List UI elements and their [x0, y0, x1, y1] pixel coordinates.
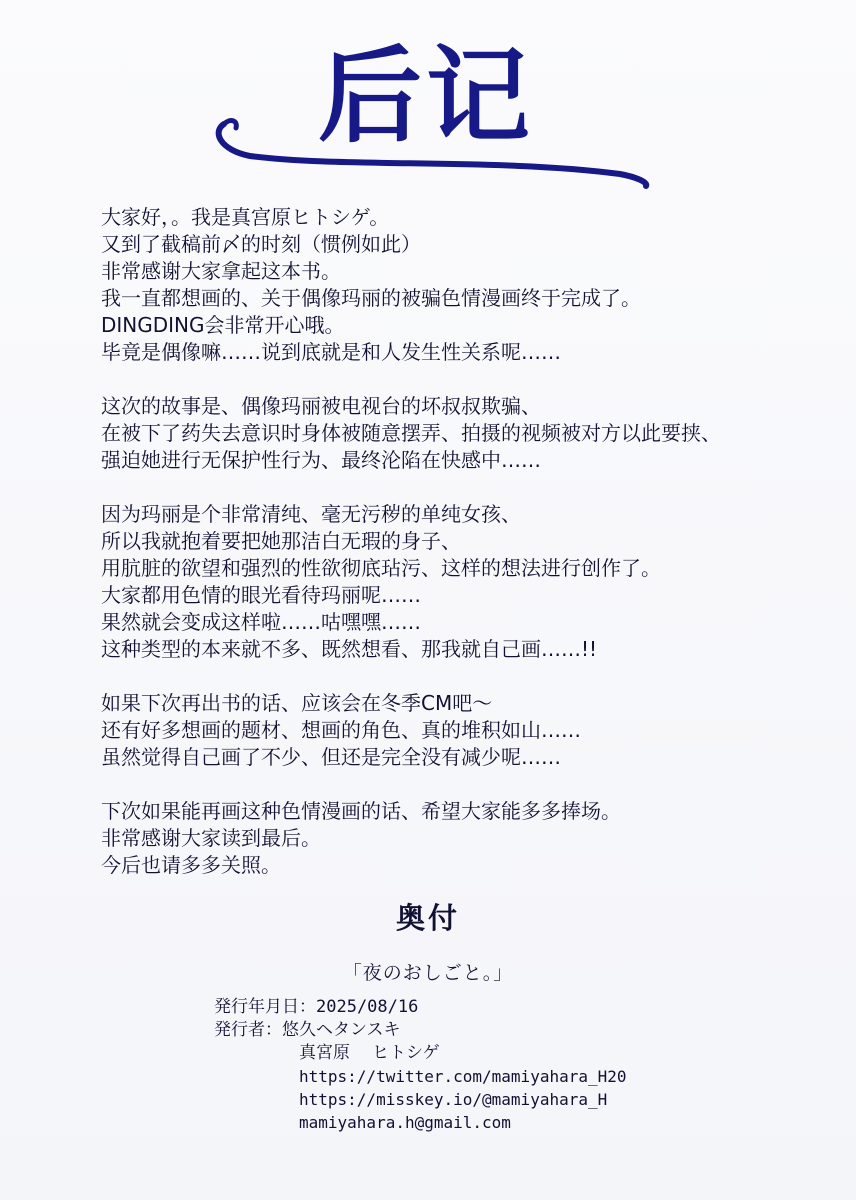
text-line: 又到了截稿前〆的时刻（惯例如此） — [101, 232, 421, 256]
text-line: 果然就会变成这样啦……咕嘿嘿…… — [101, 610, 421, 634]
paragraph-closing — [101, 798, 801, 879]
colophon-info — [214, 996, 627, 1134]
publisher-row — [214, 1019, 627, 1042]
email-link[interactable]: mamiyahara.h@gmail.com — [299, 1113, 511, 1132]
misskey-link[interactable]: https://misskey.io/@mamiyahara_H — [299, 1090, 608, 1109]
publish-date-label: 発行年月日： — [214, 997, 316, 1017]
text-line: DINGDING会非常开心哦。 — [101, 313, 345, 337]
author-given-name: ヒトシゲ — [372, 1043, 440, 1063]
page-title: 后记 — [318, 35, 535, 157]
text-line: 下次如果能再画这种色情漫画的话、希望大家能多多捧场。 — [101, 799, 621, 823]
text-line: 这种类型的本来就不多、既然想看、那我就自己画……!! — [101, 637, 598, 661]
text-line: 用肮脏的欲望和强烈的性欲彻底玷污、这样的想法进行创作了。 — [101, 556, 661, 580]
author-surname: 真宮原 — [299, 1043, 350, 1063]
text-line: 非常感谢大家拿起这本书。 — [101, 259, 341, 283]
text-line: 非常感谢大家读到最后。 — [101, 826, 321, 850]
circle-name: 悠久ヘタンスキ — [282, 1020, 401, 1040]
text-line: 大家好，。我是真宫原ヒトシゲ。 — [101, 205, 390, 229]
paragraph-motivation — [101, 501, 801, 663]
text-line: 这次的故事是、偶像玛丽被电视台的坏叔叔欺骗、 — [101, 394, 541, 418]
text-line: 今后也请多多关照。 — [101, 853, 281, 877]
book-title: 「夜のおしごと。」 — [342, 962, 514, 984]
publisher-label: 発行者： — [214, 1020, 282, 1040]
paragraph-greeting — [101, 204, 801, 366]
text-line: 因为玛丽是个非常清纯、毫无污秽的单纯女孩、 — [101, 502, 521, 526]
text-line: 我一直都想画的、关于偶像玛丽的被骗色情漫画终于完成了。 — [101, 286, 641, 310]
text-line: 如果下次再出书的话、应该会在冬季CM吧～ — [101, 691, 493, 715]
colophon-heading: 奥付 — [395, 901, 460, 935]
text-line: 所以我就抱着要把她那洁白无瑕的身子、 — [101, 529, 461, 553]
twitter-link[interactable]: https://twitter.com/mamiyahara_H20 — [299, 1067, 627, 1086]
text-line: 虽然觉得自己画了不少、但还是完全没有减少呢…… — [101, 745, 561, 769]
publish-date-row — [214, 996, 627, 1019]
text-line: 还有好多想画的题材、想画的角色、真的堆积如山…… — [101, 718, 581, 742]
author-row — [214, 1042, 627, 1065]
paragraph-story — [101, 393, 801, 474]
afterword-body — [101, 204, 801, 879]
text-line: 在被下了药失去意识时身体被随意摆弄、拍摄的视频被对方以此要挟、 — [101, 421, 721, 445]
text-line: 毕竟是偶像嘛……说到底就是和人发生性关系呢…… — [101, 340, 561, 364]
title-block — [200, 35, 660, 190]
paragraph-next-book — [101, 690, 801, 771]
text-line: 大家都用色情的眼光看待玛丽呢…… — [101, 583, 421, 607]
publish-date-value: 2025/08/16 — [316, 997, 419, 1017]
text-line: 强迫她进行无保护性行为、最终沦陷在快感中…… — [101, 448, 541, 472]
